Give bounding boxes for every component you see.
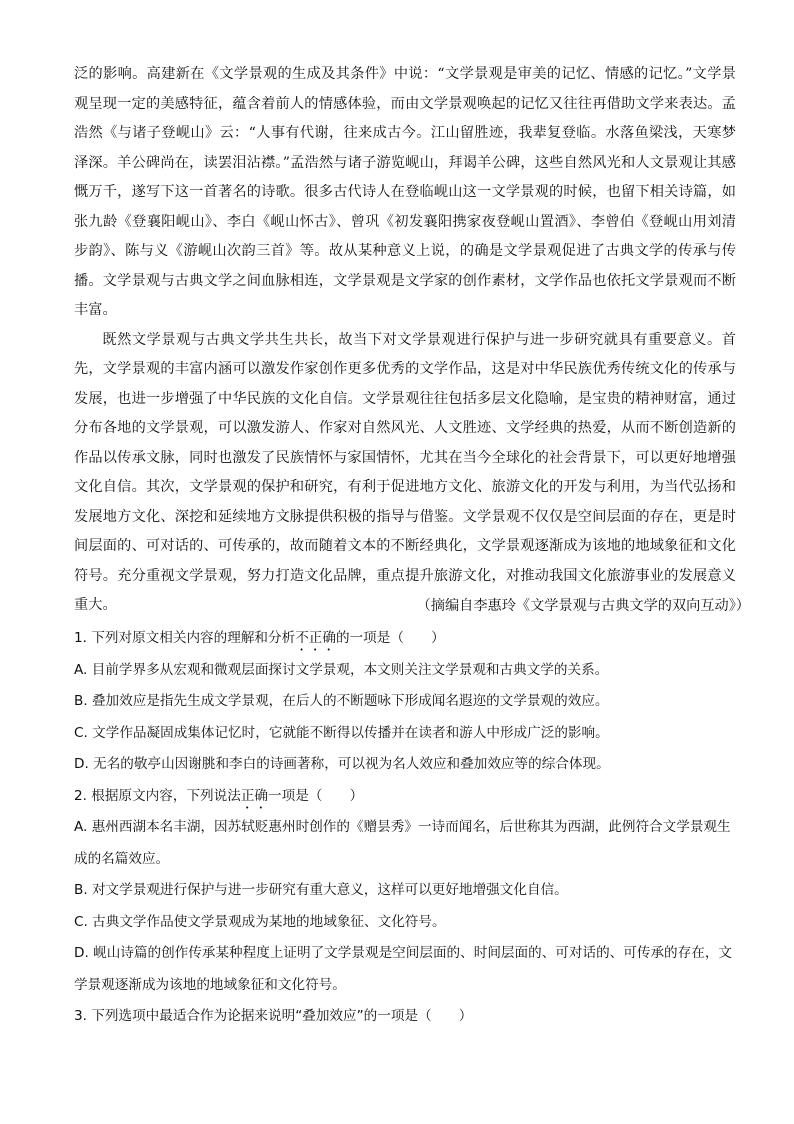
reading-passage bbox=[74, 60, 736, 621]
question-1-stem bbox=[74, 623, 736, 655]
question-3-stem: 3. 下列选项中最适合作为论据来说明“叠加效应”的一项是（ ） bbox=[74, 1008, 473, 1024]
question-1-option-d: D. 无名的敬亭山因谢朓和李白的诗画著称，可以视为名人效应和叠加效应等的综合体现。 bbox=[74, 756, 610, 772]
question-1-stem-text: 1. 下列对原文相关内容的理解和分析 bbox=[74, 630, 296, 646]
passage-paragraph-1: 泛的影响。高建新在《文学景观的生成及其条件》中说：“文学景观是审美的记忆、情感的记忆。”文学景观呈现一定的美感特征，蕴含着前人的情感体验，而由文学景观唤起的记忆又往往再借助文学来表达。孟浩然《与诸子登岘山》云：“人事有代谢，往来成古今。江山留胜迹，我辈复登临。水落鱼梁浅，天寒梦泽深。羊公碑尚在，读罢泪沾襟。”孟浩然与诸子游览岘山，拜谒羊公碑，这些自然风光和人文景观让其感慨万千，遂写下这一首著名的诗歌。很多古代诗人在登临岘山这一文学景观的时候，也留下相关诗篇，如张九龄《登襄阳岘山》、李白《岘山怀古》、曾巩《初发襄阳携家夜登岘山置酒》、李曾伯《登岘山用刘清步韵》、陈与义《游岘山次韵三首》等。故从某种意义上说，的确是文学景观促进了古典文学的传承与传播。文学景观与古典文学之间血脉相连，文学景观是文学家的创作素材，文学作品也依托文学景观而不断丰富。 bbox=[74, 66, 736, 318]
passage-paragraph-2: 既然文学景观与古典文学共生共长，故当下对文学景观进行保护与进一步研究就具有重要意义。首先，文学景观的丰富内涵可以激发作家创作更多优秀的文学作品，这是对中华民族优秀传统文化的传承与发展，也进一步增强了中华民族的文化自信。文学景观往往包括多层文化隐喻，是宝贵的精神财富，通过分布各地的文学景观，可以激发游人、作家对自然风光、人文胜迹、文学经典的热爱，从而不断创造新的作品以传承文脉，同时也激发了民族情怀与家国情怀，尤其在当今全球化的社会背景下，可以更好地增强文化自信。其次，文学景观的保护和研究，有利于促进地方文化、旅游文化的开发与利用，为当代弘扬和发展地方文化、深挖和延续地方文脉提供积极的指导与借鉴。文学景观不仅仅是空间层面的存在，更是时间层面的、可对话的、可传承的，故而随着文本的不断经典化，文学景观逐渐成为该地的地域象征和文化符号。充分重视文学景观，努力打造文化品牌，重点提升旅游文化，对推动我国文化旅游事业的发展意义重大。 bbox=[74, 331, 736, 613]
question-1-option-c: C. 文学作品凝固成集体记忆时，它就能不断得以传播并在读者和游人中形成广泛的影响。 bbox=[74, 724, 609, 741]
passage-source: （摘编自李惠玲《文学景观与古典文学的双向互动》） bbox=[416, 598, 750, 614]
question-2-option-a: A. 惠州西湖本名丰湖，因苏轼贬惠州时创作的《赠昙秀》一诗而闻名，后世称其为西湖，此例符合文学景观生成的名篇效应。 bbox=[74, 819, 731, 867]
question-1-option-a: A. 目前学界多从宏观和微观层面探讨文学景观，本文则关注文学景观和古典文学的关系。 bbox=[74, 661, 609, 678]
question-section bbox=[74, 623, 736, 1033]
question-2-emphasis: 正确 bbox=[240, 787, 269, 804]
question-2-option-b: B. 对文学景观进行保护与进一步研究有重大意义，这样可以更好地增强文化自信。 bbox=[74, 882, 568, 898]
question-2-stem bbox=[74, 781, 736, 813]
question-1-option-b: B. 叠加效应是指先生成文学景观，在后人的不断题咏下形成闻名遐迩的文学景观的效应。 bbox=[74, 693, 609, 709]
question-1-stem-tail: 的一项是（ ） bbox=[335, 630, 445, 646]
question-2-stem-tail: 一项是（ ） bbox=[268, 787, 364, 804]
question-2-option-c: C. 古典文学作品使文学景观成为某地的地域象征、文化符号。 bbox=[74, 913, 446, 930]
question-2-option-d: D. 岘山诗篇的创作传承某种程度上证明了文学景观是空间层面的、时间层面的、可对话的、可传承的存在，文学景观逐渐成为该地的地域象征和文化符号。 bbox=[74, 945, 733, 993]
question-1-emphasis: 不正确 bbox=[295, 630, 336, 646]
question-2-stem-text: 2. 根据原文内容，下列说法 bbox=[74, 787, 241, 804]
